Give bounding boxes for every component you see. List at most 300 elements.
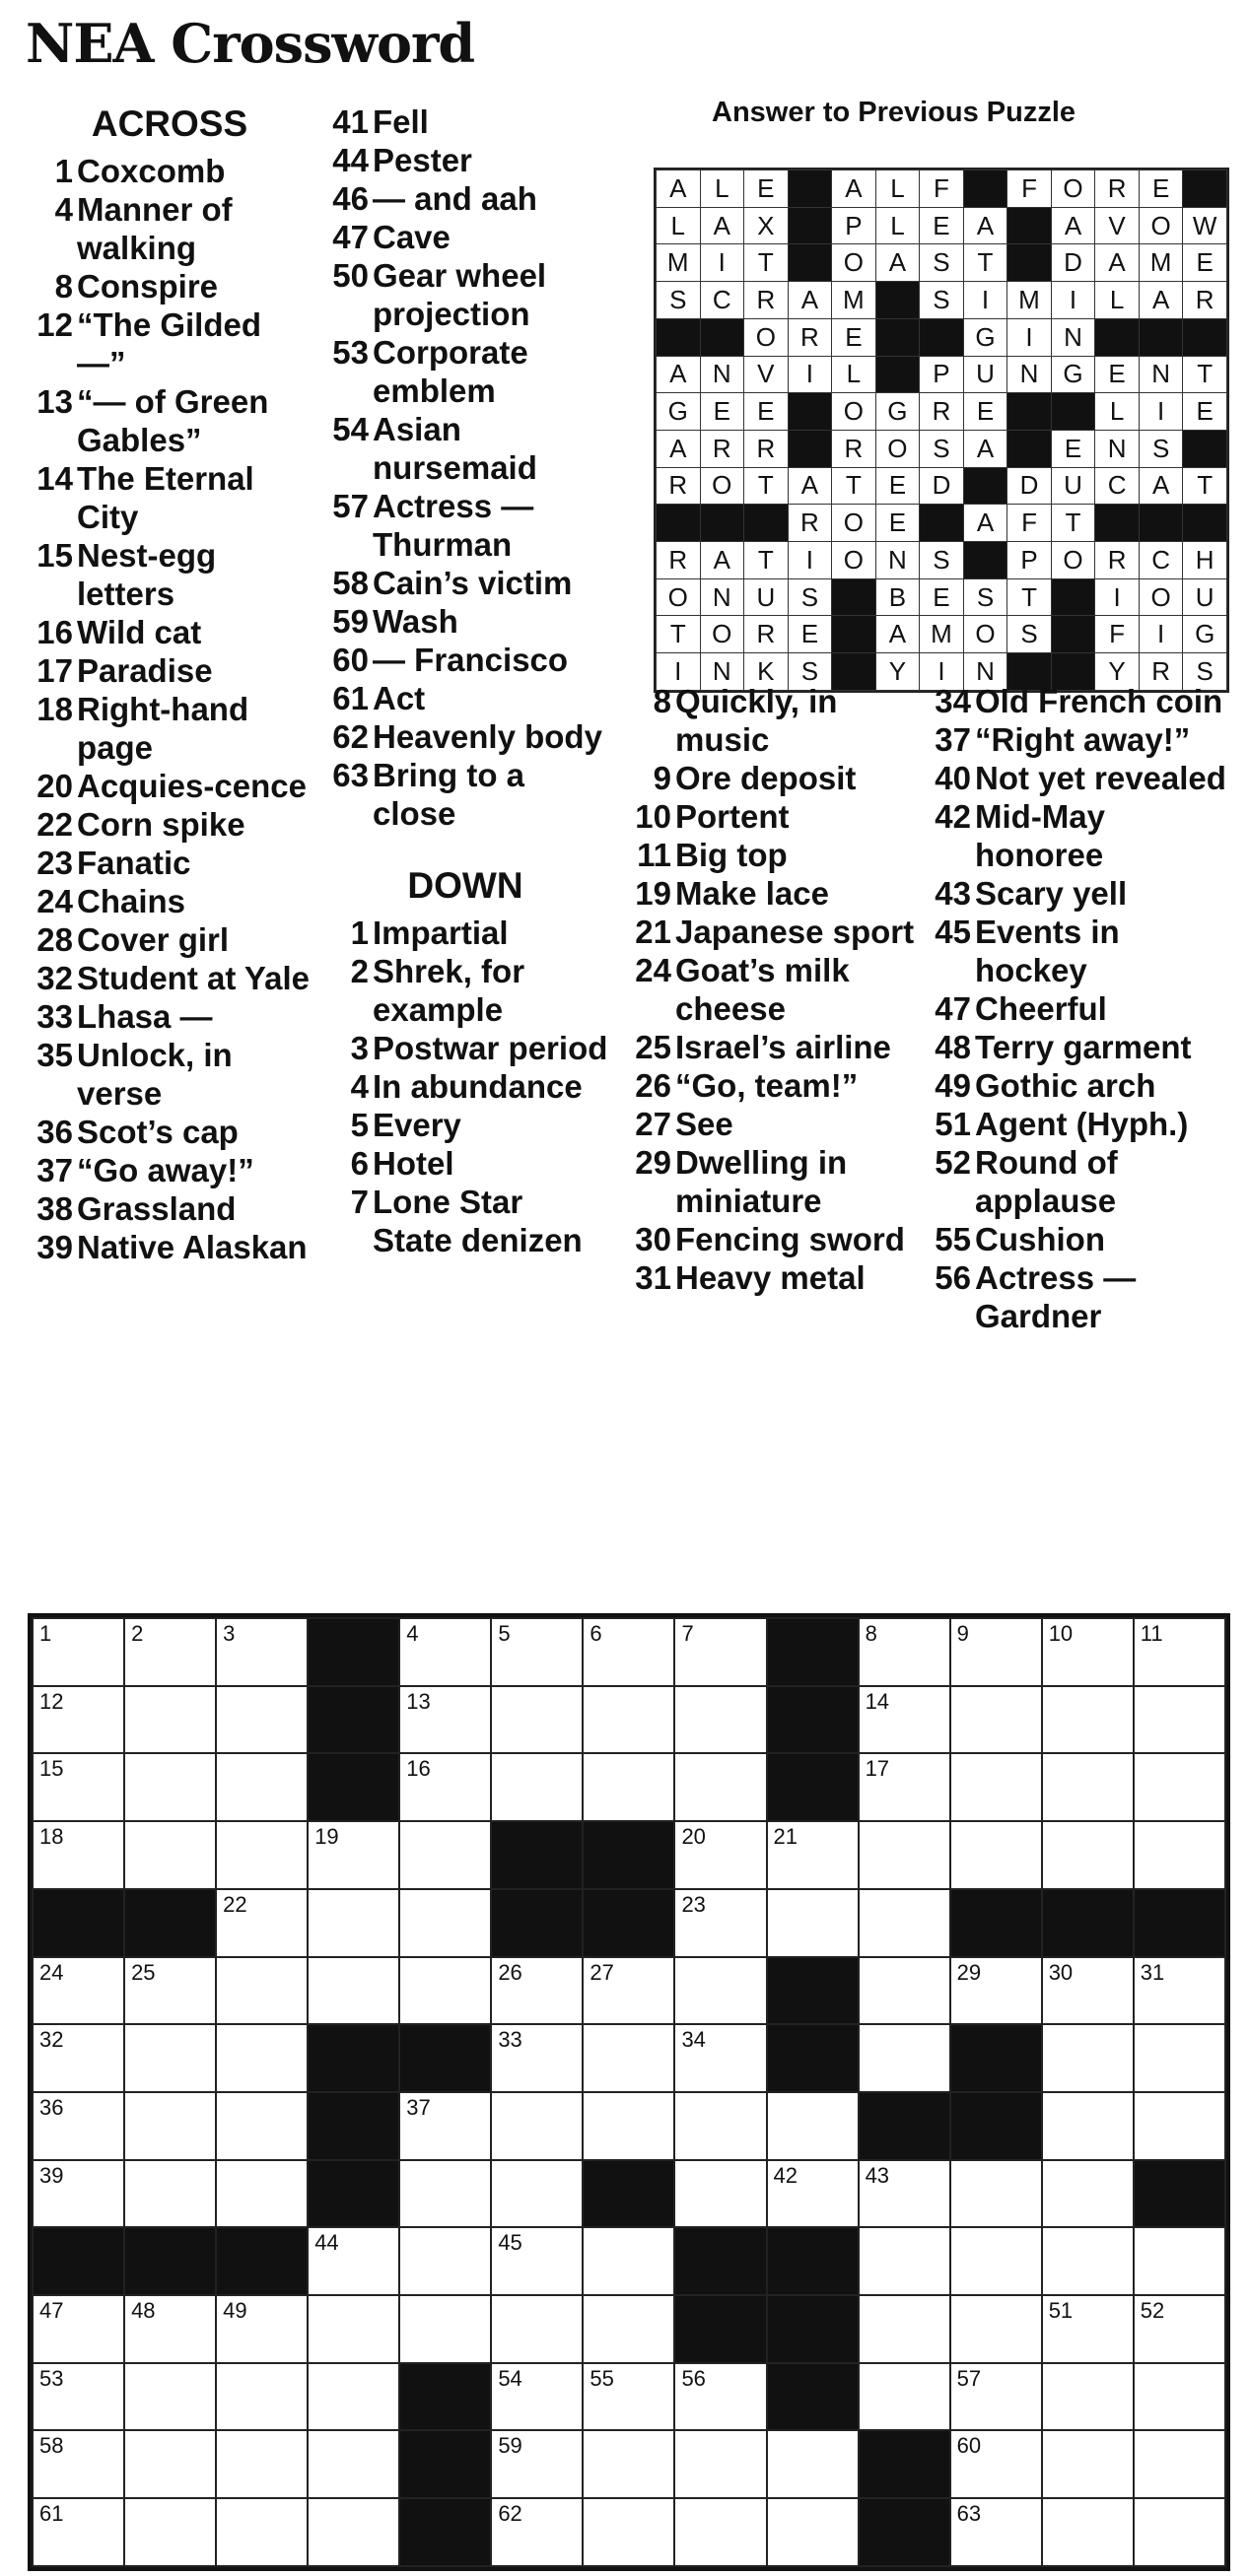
cell-number: 3 (223, 1621, 236, 1646)
clue-item (22, 382, 317, 459)
black-square (767, 1957, 859, 2025)
answer-cell: S (920, 542, 964, 579)
grid-cell[interactable] (583, 1957, 674, 2025)
clue-number: 4 (54, 191, 73, 228)
clue-text: Conspire (77, 268, 219, 305)
grid-cell[interactable] (950, 1686, 1042, 1754)
grid-cell[interactable] (216, 1753, 308, 1821)
clue-text: Heavy metal (675, 1259, 866, 1296)
clue-number: 38 (36, 1190, 73, 1227)
clue-text: Quickly, in music (675, 683, 838, 758)
grid-cell[interactable] (674, 2160, 766, 2228)
answer-cell: A (1051, 207, 1095, 244)
grid-cell[interactable] (124, 2092, 216, 2160)
grid-cell[interactable] (674, 2430, 766, 2498)
black-square (788, 393, 832, 431)
grid-cell[interactable] (33, 2160, 124, 2228)
clue-item (22, 1036, 317, 1113)
clue-text: — Francisco (373, 642, 569, 678)
answer-cell: R (744, 282, 789, 319)
answer-cell: T (657, 616, 701, 653)
grid-cell[interactable] (1134, 1821, 1225, 1889)
grid-cell[interactable] (1134, 2024, 1225, 2092)
grid-cell[interactable] (491, 1686, 583, 1754)
grid-cell[interactable] (767, 1821, 859, 1889)
grid-cell[interactable] (308, 2227, 399, 2295)
grid-cell[interactable] (1042, 1957, 1134, 2025)
grid-cell[interactable] (583, 2092, 674, 2160)
answer-cell: O (700, 467, 744, 505)
grid-cell[interactable] (859, 2295, 950, 2363)
black-square (1134, 1889, 1225, 1957)
grid-cell[interactable] (308, 1821, 399, 1889)
grid-cell[interactable] (1042, 2024, 1134, 2092)
answer-cell: O (1051, 170, 1095, 208)
grid-cell[interactable] (399, 2092, 491, 2160)
grid-cell[interactable] (1134, 2092, 1225, 2160)
clue-number: 52 (935, 1144, 971, 1181)
cell-number: 13 (406, 1688, 431, 1714)
clue-item (622, 797, 918, 836)
clue-item (322, 256, 608, 333)
answer-cell: A (875, 616, 920, 653)
clue-text: See (675, 1106, 733, 1142)
grid-cell[interactable] (950, 2160, 1042, 2228)
grid-cell[interactable] (399, 1753, 491, 1821)
grid-cell[interactable] (583, 2024, 674, 2092)
down-heading: DOWN (407, 865, 523, 906)
grid-cell[interactable] (950, 2363, 1042, 2431)
answer-cell: L (700, 170, 744, 208)
grid-cell[interactable] (33, 1618, 124, 1686)
answer-cell: N (875, 542, 920, 579)
answer-cell: M (657, 244, 701, 282)
grid-cell[interactable] (216, 1821, 308, 1889)
grid-cell[interactable] (1134, 2498, 1225, 2566)
grid-cell[interactable] (399, 1618, 491, 1686)
grid-cell[interactable] (674, 2024, 766, 2092)
grid-cell[interactable] (33, 1753, 124, 1821)
black-square (674, 2295, 766, 2363)
grid-cell[interactable] (950, 1753, 1042, 1821)
grid-cell[interactable] (583, 1618, 674, 1686)
answer-cell: E (875, 467, 920, 505)
clue-number: 24 (36, 883, 73, 919)
clue-item (22, 459, 317, 536)
clue-text: The Eternal City (77, 460, 254, 535)
grid-cell[interactable] (491, 1618, 583, 1686)
grid-cell[interactable] (859, 2160, 950, 2228)
answer-cell: N (963, 653, 1007, 691)
grid-cell[interactable] (33, 1957, 124, 2025)
answer-cell: M (920, 616, 964, 653)
clue-text: Scot’s cap (77, 1114, 239, 1150)
grid-cell[interactable] (674, 1753, 766, 1821)
grid-cell[interactable] (399, 2160, 491, 2228)
grid-cell[interactable] (491, 1957, 583, 2025)
cell-number: 34 (681, 2027, 706, 2053)
grid-cell[interactable] (308, 1957, 399, 2025)
grid-cell[interactable] (950, 1618, 1042, 1686)
black-square (767, 2363, 859, 2431)
grid-cell[interactable] (399, 1686, 491, 1754)
answer-cell: O (832, 542, 876, 579)
grid-cell[interactable] (33, 2024, 124, 2092)
grid-cell[interactable] (216, 2430, 308, 2498)
grid-cell[interactable] (674, 2498, 766, 2566)
grid-cell[interactable] (859, 1957, 950, 2025)
answer-cell: A (657, 430, 701, 467)
grid-cell[interactable] (491, 2227, 583, 2295)
cell-number: 23 (681, 1891, 706, 1917)
grid-cell[interactable] (859, 1821, 950, 1889)
clue-item (22, 267, 317, 305)
answer-cell: A (832, 170, 876, 208)
grid-cell[interactable] (124, 1618, 216, 1686)
clue-number: 14 (36, 460, 73, 497)
clue-number: 40 (935, 760, 971, 796)
black-square (1051, 393, 1095, 431)
black-square (875, 318, 920, 356)
grid-cell[interactable] (124, 2160, 216, 2228)
clue-number: 8 (54, 268, 73, 305)
clue-item (22, 190, 317, 267)
answer-cell: E (1095, 356, 1140, 393)
grid-cell[interactable] (859, 2363, 950, 2431)
answer-cell: R (832, 430, 876, 467)
clue-item (322, 641, 608, 679)
grid-cell[interactable] (216, 2498, 308, 2566)
grid-cell[interactable] (124, 1957, 216, 2025)
clue-text: Fell (373, 103, 429, 140)
grid-cell[interactable] (308, 1889, 399, 1957)
cell-number: 47 (39, 2298, 64, 2324)
clue-number: 5 (350, 1107, 369, 1143)
grid-cell[interactable] (583, 1753, 674, 1821)
grid-cell[interactable] (859, 1753, 950, 1821)
grid-cell[interactable] (1042, 2430, 1134, 2498)
clue-number: 50 (332, 257, 369, 294)
cell-number: 20 (681, 1824, 706, 1850)
clue-text: Corn spike (77, 806, 245, 843)
grid-cell[interactable] (950, 2498, 1042, 2566)
clue-text: Impartial (373, 915, 509, 951)
grid-cell[interactable] (33, 2430, 124, 2498)
clue-text: Big top (675, 837, 788, 873)
grid-cell[interactable] (583, 1686, 674, 1754)
grid-cell[interactable] (767, 2160, 859, 2228)
grid-cell[interactable] (674, 1686, 766, 1754)
answer-cell: I (1051, 282, 1095, 319)
answer-cell: F (1095, 616, 1140, 653)
grid-cell[interactable] (124, 2363, 216, 2431)
grid-cell[interactable] (767, 2092, 859, 2160)
answer-cell: O (700, 616, 744, 653)
grid-cell[interactable] (1134, 1686, 1225, 1754)
answer-cell: V (1095, 207, 1140, 244)
grid-cell[interactable] (308, 2295, 399, 2363)
cell-number: 54 (498, 2365, 522, 2391)
cell-number: 4 (406, 1621, 419, 1646)
black-square (767, 2024, 859, 2092)
black-square (674, 2227, 766, 2295)
black-square (1139, 318, 1183, 356)
clue-text: Pester (373, 142, 472, 178)
clue-text: Asian nursemaid (373, 411, 537, 486)
cell-number: 15 (39, 1756, 64, 1782)
grid-cell[interactable] (216, 1889, 308, 1957)
grid-cell[interactable] (1042, 1686, 1134, 1754)
grid-cell[interactable] (583, 2430, 674, 2498)
grid-cell[interactable] (491, 2160, 583, 2228)
grid-cell[interactable] (950, 1821, 1042, 1889)
answer-cell: O (875, 430, 920, 467)
previous-answer-grid (654, 168, 1229, 693)
grid-cell[interactable] (399, 2295, 491, 2363)
grid-cell[interactable] (1042, 2092, 1134, 2160)
grid-cell[interactable] (399, 1957, 491, 2025)
clue-number: 34 (935, 683, 971, 719)
grid-cell[interactable] (216, 2295, 308, 2363)
grid-cell[interactable] (859, 2227, 950, 2295)
grid-cell[interactable] (1134, 2227, 1225, 2295)
clue-number: 51 (935, 1106, 971, 1142)
clue-number: 33 (36, 998, 73, 1035)
grid-cell[interactable] (399, 2227, 491, 2295)
grid-cell[interactable] (216, 2363, 308, 2431)
black-square (744, 505, 789, 542)
black-square (920, 318, 964, 356)
answer-cell: D (1007, 467, 1052, 505)
grid-cell[interactable] (583, 2498, 674, 2566)
grid-cell[interactable] (950, 1957, 1042, 2025)
grid-cell[interactable] (124, 2498, 216, 2566)
answer-cell: L (1095, 393, 1140, 431)
answer-cell: E (963, 393, 1007, 431)
clue-text: “— of Green Gables” (77, 383, 269, 458)
grid-cell[interactable] (399, 1821, 491, 1889)
grid-cell[interactable] (216, 1686, 308, 1754)
clue-text: Goat’s milk cheese (675, 952, 850, 1027)
cell-number: 59 (498, 2433, 522, 2459)
answer-cell: U (1051, 467, 1095, 505)
clue-text: Israel’s airline (675, 1029, 891, 1065)
black-square (788, 430, 832, 467)
grid-cell[interactable] (950, 2227, 1042, 2295)
grid-cell[interactable] (216, 2024, 308, 2092)
clue-number: 53 (332, 334, 369, 371)
answer-cell: H (1183, 542, 1227, 579)
grid-cell[interactable] (859, 1686, 950, 1754)
answer-cell: A (1139, 467, 1183, 505)
grid-cell[interactable] (124, 2295, 216, 2363)
clue-number: 56 (935, 1259, 971, 1296)
clue-item (322, 218, 608, 256)
grid-cell[interactable] (674, 1957, 766, 2025)
clue-item (922, 1143, 1237, 1220)
grid-cell[interactable] (1042, 1618, 1134, 1686)
grid-cell[interactable] (33, 1821, 124, 1889)
cell-number: 51 (1048, 2298, 1074, 2324)
cell-number: 1 (39, 1621, 52, 1646)
grid-cell[interactable] (124, 2430, 216, 2498)
crossword-grid (28, 1613, 1230, 2571)
grid-cell[interactable] (674, 1821, 766, 1889)
grid-cell[interactable] (1042, 1821, 1134, 1889)
clue-number: 57 (332, 488, 369, 524)
grid-cell[interactable] (583, 2363, 674, 2431)
answer-cell: A (963, 207, 1007, 244)
black-square (583, 1889, 674, 1957)
cell-number: 7 (681, 1621, 694, 1646)
grid-cell[interactable] (674, 1618, 766, 1686)
grid-cell[interactable] (1134, 2430, 1225, 2498)
grid-cell[interactable] (1134, 2295, 1225, 2363)
answer-cell: R (788, 505, 832, 542)
grid-cell[interactable] (33, 2092, 124, 2160)
clue-number: 31 (635, 1259, 671, 1296)
answer-cell: A (963, 430, 1007, 467)
answer-cell: S (1183, 653, 1227, 691)
clue-number: 17 (36, 652, 73, 689)
clue-item (922, 682, 1237, 720)
grid-cell[interactable] (491, 2024, 583, 2092)
grid-cell[interactable] (1042, 1753, 1134, 1821)
clue-text: Coxcomb (77, 153, 226, 189)
grid-cell[interactable] (950, 2295, 1042, 2363)
grid-cell[interactable] (674, 2363, 766, 2431)
grid-cell[interactable] (216, 2160, 308, 2228)
grid-cell[interactable] (1134, 1618, 1225, 1686)
clue-number: 26 (635, 1067, 671, 1104)
grid-cell[interactable] (124, 1821, 216, 1889)
black-square (788, 170, 832, 208)
black-square (33, 1889, 124, 1957)
grid-cell[interactable] (1042, 2160, 1134, 2228)
grid-cell[interactable] (859, 1618, 950, 1686)
cell-number: 10 (1048, 1621, 1074, 1646)
answer-cell: G (1183, 616, 1227, 653)
across-heading: ACROSS (91, 103, 248, 144)
answer-cell: L (875, 207, 920, 244)
grid-cell[interactable] (674, 2092, 766, 2160)
answer-cell: X (744, 207, 789, 244)
clue-item (22, 536, 317, 613)
grid-cell[interactable] (491, 2430, 583, 2498)
grid-cell[interactable] (1042, 2227, 1134, 2295)
black-square (308, 1686, 399, 1754)
grid-cell[interactable] (674, 1889, 766, 1957)
grid-cell[interactable] (308, 2430, 399, 2498)
cell-number: 17 (865, 1756, 890, 1782)
answer-cell: O (1139, 207, 1183, 244)
grid-cell[interactable] (216, 1957, 308, 2025)
clue-number: 61 (332, 680, 369, 716)
grid-cell[interactable] (216, 2092, 308, 2160)
answer-cell: I (788, 356, 832, 393)
black-square (124, 1889, 216, 1957)
grid-cell[interactable] (491, 2295, 583, 2363)
cell-number: 36 (39, 2094, 64, 2120)
answer-cell: Y (1095, 653, 1140, 691)
clue-number: 39 (36, 1229, 73, 1265)
cell-number: 8 (865, 1621, 877, 1646)
grid-cell[interactable] (33, 2498, 124, 2566)
answer-cell: G (657, 393, 701, 431)
clue-item (22, 690, 317, 767)
black-square (33, 2227, 124, 2295)
grid-cell[interactable] (583, 2295, 674, 2363)
clue-text: Unlock, in verse (77, 1037, 233, 1112)
cell-number: 37 (406, 2094, 431, 2120)
grid-cell[interactable] (124, 1686, 216, 1754)
grid-cell[interactable] (1134, 1753, 1225, 1821)
grid-cell[interactable] (1042, 2498, 1134, 2566)
cell-number: 62 (498, 2501, 522, 2527)
answer-cell: A (963, 505, 1007, 542)
grid-cell[interactable] (124, 2024, 216, 2092)
answer-cell: I (1139, 393, 1183, 431)
answer-cell: A (1139, 282, 1183, 319)
answer-cell: O (832, 244, 876, 282)
answer-cell: A (700, 542, 744, 579)
clue-item (322, 914, 608, 952)
grid-cell[interactable] (1042, 2295, 1134, 2363)
grid-cell[interactable] (1134, 2363, 1225, 2431)
grid-cell[interactable] (124, 1753, 216, 1821)
cell-number: 30 (1048, 1959, 1074, 1985)
clue-item (322, 102, 608, 141)
grid-cell[interactable] (583, 2227, 674, 2295)
clue-number: 1 (350, 915, 369, 951)
cell-number: 61 (39, 2501, 64, 2527)
grid-cell[interactable] (308, 2498, 399, 2566)
grid-cell[interactable] (491, 2363, 583, 2431)
grid-cell[interactable] (950, 2430, 1042, 2498)
grid-cell[interactable] (859, 2024, 950, 2092)
answer-cell: I (788, 542, 832, 579)
grid-cell[interactable] (767, 2430, 859, 2498)
black-square (308, 2092, 399, 2160)
clue-text: Right-hand page (77, 691, 249, 766)
grid-cell[interactable] (33, 2363, 124, 2431)
answer-cell: N (1095, 430, 1140, 467)
clue-number: 25 (635, 1029, 671, 1065)
grid-cell[interactable] (491, 1753, 583, 1821)
clue-number: 48 (935, 1029, 971, 1065)
grid-cell[interactable] (399, 1889, 491, 1957)
grid-cell[interactable] (308, 2363, 399, 2431)
grid-cell[interactable] (491, 2092, 583, 2160)
cell-number: 56 (681, 2365, 706, 2391)
clue-number: 41 (332, 103, 369, 140)
grid-cell[interactable] (1042, 2363, 1134, 2431)
answer-cell: Y (875, 653, 920, 691)
grid-cell[interactable] (491, 2498, 583, 2566)
grid-cell[interactable] (33, 2295, 124, 2363)
grid-cell[interactable] (859, 1889, 950, 1957)
grid-cell[interactable] (216, 1618, 308, 1686)
grid-cell[interactable] (767, 2498, 859, 2566)
clue-number: 63 (332, 757, 369, 793)
clue-text: In abundance (373, 1068, 583, 1105)
answer-cell: S (788, 578, 832, 616)
answer-cell: R (744, 616, 789, 653)
clue-number: 60 (332, 642, 369, 678)
grid-cell[interactable] (33, 1686, 124, 1754)
grid-cell[interactable] (767, 1889, 859, 1957)
grid-cell[interactable] (1134, 1957, 1225, 2025)
